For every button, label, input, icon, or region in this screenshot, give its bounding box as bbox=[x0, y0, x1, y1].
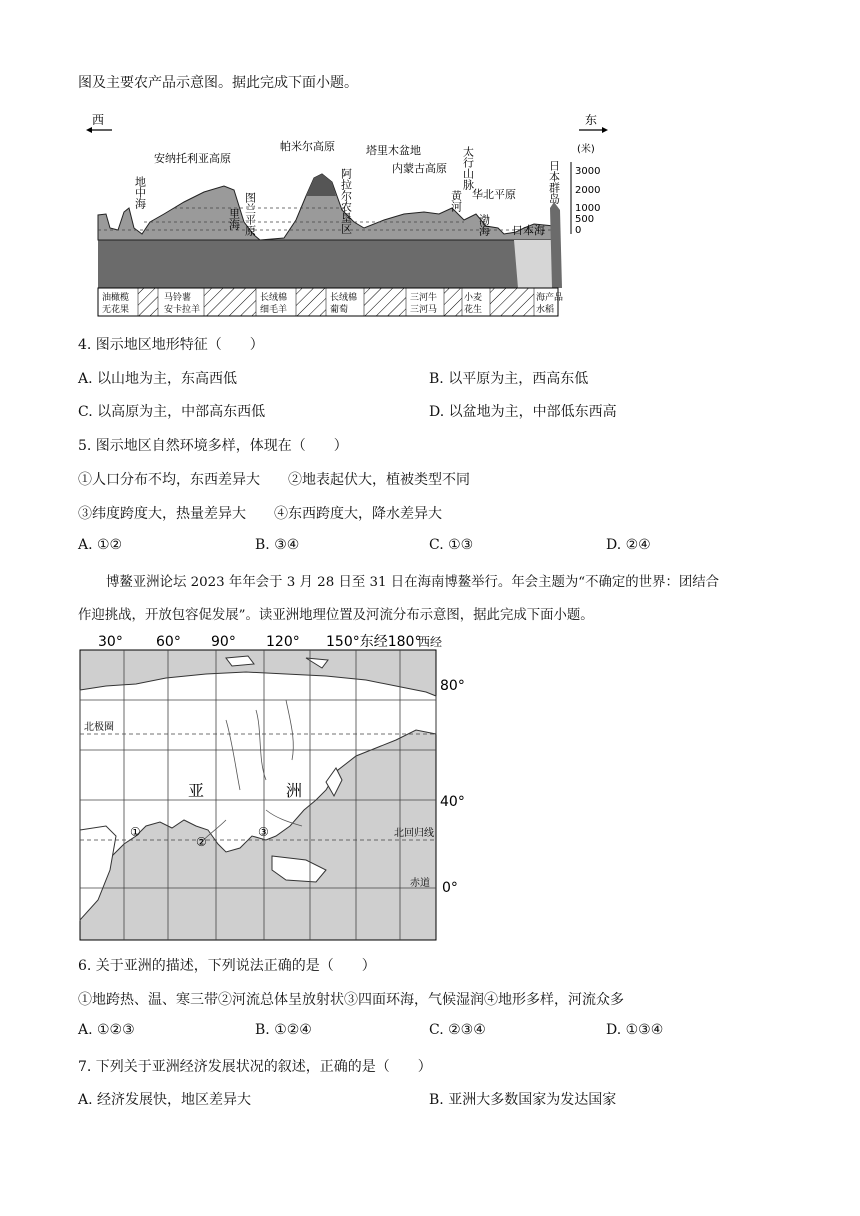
passage-line-2: 作迎挑战，开放包容促发展”。读亚洲地理位置及河流分布示意图，据此完成下面小题。 bbox=[78, 608, 594, 623]
label-tarim: 塔里木盆地 bbox=[366, 144, 421, 157]
west-label: 西 bbox=[92, 113, 105, 127]
label-north-china: 华北平原 bbox=[472, 188, 516, 201]
tick-2000: 2000 bbox=[575, 185, 601, 196]
product-1b: 无花果 bbox=[102, 305, 130, 315]
label-anatolia: 安纳托利亚高原 bbox=[154, 152, 231, 165]
tick-0: 0 bbox=[575, 225, 582, 236]
lat-80: 80° bbox=[440, 678, 465, 694]
label-iran: 图兰平原 bbox=[243, 192, 257, 236]
lon-west: 西经 bbox=[418, 635, 443, 649]
q6-statements: ①地跨热、温、寒三带②河流总体呈放射状③四面环海，气候湿润④地形多样，河流众多 bbox=[78, 992, 624, 1008]
product-7b: 水稻 bbox=[536, 305, 555, 315]
q5-option-d: D. ②④ bbox=[606, 537, 651, 553]
river-3-marker: ③ bbox=[258, 825, 269, 839]
asia-map-figure bbox=[76, 630, 476, 942]
label-bohai: 渤海 bbox=[477, 214, 491, 236]
q6-option-a: A. ①②③ bbox=[78, 1022, 135, 1038]
terrain-profile-figure bbox=[84, 110, 624, 320]
lat-40: 40° bbox=[440, 794, 465, 810]
product-3b: 细毛羊 bbox=[260, 305, 288, 315]
lon-30: 30° bbox=[98, 634, 123, 650]
japan-islands-shape bbox=[550, 202, 562, 288]
base-rock bbox=[98, 240, 558, 288]
label-alashan: 阿拉尔农垦区 bbox=[339, 168, 353, 234]
q6-option-d: D. ①③④ bbox=[606, 1022, 664, 1038]
asia-char-2: 洲 bbox=[286, 781, 303, 800]
arctic-label: 北极圈 bbox=[84, 722, 114, 733]
q5-option-a: A. ①② bbox=[78, 537, 123, 553]
tick-500: 500 bbox=[575, 214, 595, 225]
q5-stem: 5. 图示地区自然环境多样，体现在（ ） bbox=[78, 438, 348, 454]
product-6b: 花生 bbox=[464, 305, 483, 315]
label-pamir: 帕米尔高原 bbox=[280, 140, 335, 153]
q6-option-c: C. ②③④ bbox=[429, 1022, 486, 1038]
q5-option-c: C. ①③ bbox=[429, 537, 474, 553]
product-2a: 马铃薯 bbox=[164, 293, 192, 303]
q4-option-d: D. 以盆地为主，中部低东西高 bbox=[429, 404, 617, 420]
passage-line-1: 博鳌亚洲论坛 2023 年年会于 3 月 28 日至 31 日在海南博鳌举行。年会主题为“不确定的世界：团结合 bbox=[106, 575, 720, 590]
east-label: 东 bbox=[585, 113, 598, 127]
q4-option-a: A. 以山地为主，东高西低 bbox=[78, 371, 238, 387]
river-2-marker: ② bbox=[196, 835, 207, 849]
tick-3000: 3000 bbox=[575, 166, 601, 177]
q4-option-c: C. 以高原为主，中部高东西低 bbox=[78, 404, 266, 420]
q6-option-b: B. ①②④ bbox=[255, 1022, 312, 1038]
label-caspian: 里海 bbox=[227, 208, 241, 230]
lon-60: 60° bbox=[156, 634, 181, 650]
river-1-marker: ① bbox=[130, 825, 141, 839]
product-1a: 油橄榄 bbox=[102, 293, 130, 303]
q5-statements-2: ③纬度跨度大，热量差异大 ④东西跨度大，降水差异大 bbox=[78, 506, 442, 522]
q4-stem: 4. 图示地区地形特征（ ） bbox=[78, 337, 264, 353]
label-japan-islands: 日本群岛 bbox=[547, 160, 561, 204]
product-7a: 海产品 bbox=[536, 293, 564, 303]
q5-option-b: B. ③④ bbox=[255, 537, 300, 553]
equator-label: 赤道 bbox=[410, 878, 430, 889]
product-3a: 长绒棉 bbox=[260, 293, 288, 303]
product-5b: 三河马 bbox=[410, 305, 438, 315]
q4-option-b: B. 以平原为主，西高东低 bbox=[429, 371, 589, 387]
label-mediterranean: 地中海 bbox=[133, 176, 147, 209]
q7-option-b: B. 亚洲大多数国家为发达国家 bbox=[429, 1092, 617, 1108]
tropic-label: 北回归线 bbox=[394, 828, 434, 839]
lon-150-180: 150°东经180° bbox=[326, 634, 422, 650]
unit-label: (米) bbox=[577, 144, 595, 155]
asia-char-1: 亚 bbox=[188, 781, 205, 800]
label-japan-sea: 日本海 bbox=[512, 224, 545, 237]
label-inner-mongolia: 内蒙古高原 bbox=[392, 162, 447, 175]
q6-stem: 6. 关于亚洲的描述，下列说法正确的是（ ） bbox=[78, 958, 376, 974]
q5-statements-1: ①人口分布不均，东西差异大 ②地表起伏大，植被类型不同 bbox=[78, 472, 470, 488]
lon-120: 120° bbox=[266, 634, 300, 650]
lat-0: 0° bbox=[442, 880, 458, 896]
label-taihang: 太行山脉 bbox=[461, 146, 475, 190]
q7-stem: 7. 下列关于亚洲经济发展状况的叙述，正确的是（ ） bbox=[78, 1059, 432, 1075]
tick-1000: 1000 bbox=[575, 203, 601, 214]
label-yellow-river: 黄河 bbox=[449, 190, 463, 212]
product-2b: 安卡拉羊 bbox=[164, 305, 201, 315]
intro-text: 图及主要农产品示意图。据此完成下面小题。 bbox=[78, 75, 358, 91]
q7-option-a: A. 经济发展快，地区差异大 bbox=[78, 1092, 252, 1108]
product-4b: 葡萄 bbox=[330, 305, 349, 315]
product-6a: 小麦 bbox=[464, 293, 483, 303]
lon-90: 90° bbox=[211, 634, 236, 650]
product-4a: 长绒棉 bbox=[330, 293, 358, 303]
product-5a: 三河牛 bbox=[410, 293, 438, 303]
